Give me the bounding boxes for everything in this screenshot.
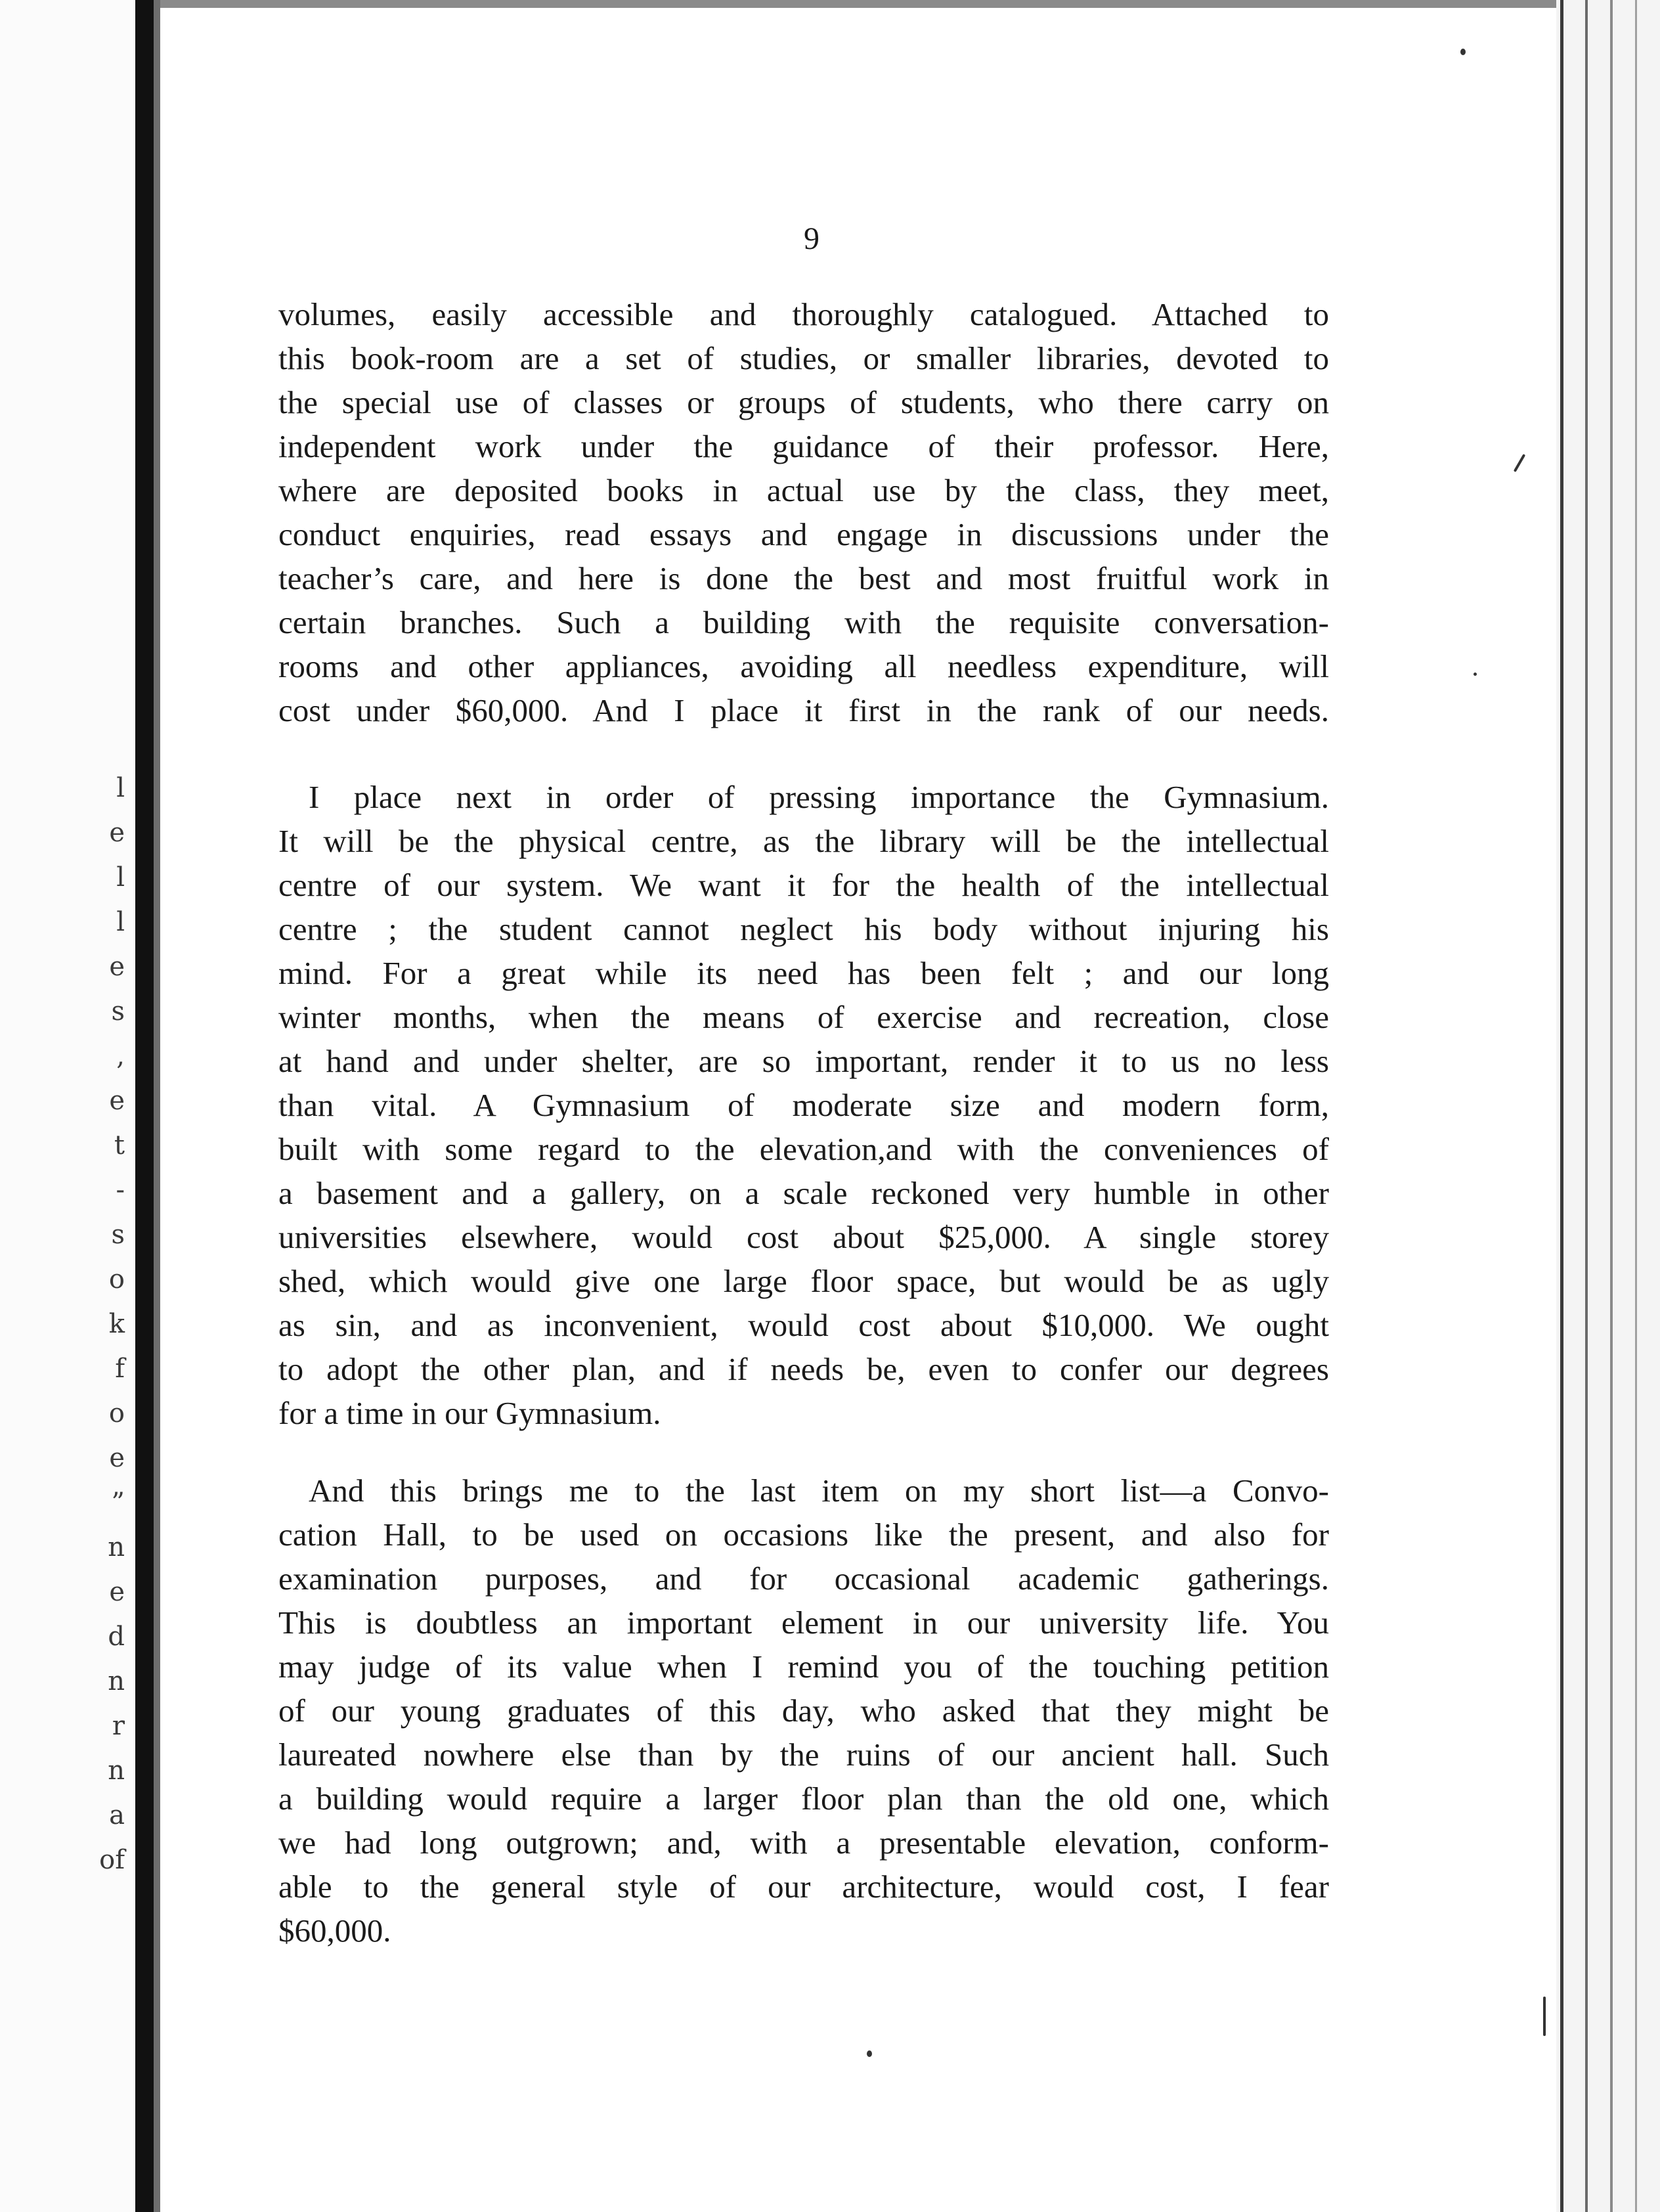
- bleed-char: ”: [111, 1488, 125, 1518]
- text-line: I place next in order of pressing importance the Gymnasium.: [309, 779, 1329, 815]
- bleed-char: r: [112, 1711, 125, 1741]
- right-page-edges: [1556, 0, 1660, 2212]
- text-line: teacher’s care, and here is done the best and most fruitful work in: [278, 560, 1329, 596]
- paragraph-gymnasium: [278, 775, 1329, 1435]
- bleed-char: d: [108, 1622, 125, 1652]
- text-line: this book-room are a set of studies, or smaller libraries, devoted to: [278, 340, 1329, 376]
- text-line: winter months, when the means of exercise and recreation, close: [278, 999, 1329, 1035]
- scan-speck: [1474, 673, 1477, 676]
- text-line: laureated nowhere else than by the ruins of our ancient hall. Such: [278, 1736, 1329, 1773]
- bleed-char: -: [116, 1175, 125, 1205]
- bleed-char: o: [108, 1398, 125, 1428]
- text-line: for a time in our Gymnasium.: [278, 1395, 661, 1431]
- text-line: built with some regard to the elevation,and with the conveniences of: [278, 1131, 1329, 1167]
- bleed-char: e: [109, 952, 125, 982]
- text-line: to adopt the other plan, and if needs be, even to confer our degrees: [278, 1351, 1329, 1387]
- bleed-char: k: [108, 1309, 125, 1339]
- bleed-char: o: [108, 1264, 125, 1294]
- bleed-char: n: [108, 1666, 125, 1696]
- bleed-char: e: [109, 1086, 125, 1116]
- paragraph-convocation-hall: [278, 1469, 1329, 1953]
- bleed-char: ,: [116, 1041, 125, 1071]
- scan-speck: [1514, 454, 1525, 472]
- text-line: centre ; the student cannot neglect his body without injuring his: [278, 911, 1329, 947]
- bleed-char: e: [109, 1577, 125, 1607]
- text-line: may judge of its value when I remind you of the touching petition: [278, 1648, 1329, 1685]
- bleed-char: a: [109, 1800, 125, 1830]
- page-edge-line: [1560, 0, 1563, 2212]
- gutter-shadow: [154, 0, 160, 2212]
- text-line: at hand and under shelter, are so important, render it to us no less: [278, 1043, 1329, 1079]
- bleed-char: e: [109, 1443, 125, 1473]
- text-line: a building would require a larger floor plan than the old one, which: [278, 1781, 1329, 1817]
- text-line: mind. For a great while its need has been felt ; and our long: [278, 955, 1329, 991]
- bleed-char: l: [116, 862, 125, 893]
- text-line: This is doubtless an important element in our university life. You: [278, 1604, 1329, 1641]
- text-line: volumes, easily accessible and thoroughly catalogued. Attached to: [278, 296, 1329, 332]
- text-line: where are deposited books in actual use by the class, they meet,: [278, 472, 1329, 508]
- bleed-char: t: [114, 1130, 125, 1161]
- page-edge-line: [1585, 0, 1588, 2212]
- page-edge-line: [1635, 0, 1637, 2212]
- bleed-char: f: [115, 1354, 125, 1384]
- text-line: of our young graduates of this day, who asked that they might be: [278, 1692, 1329, 1729]
- bleed-char: l: [116, 907, 125, 937]
- text-line: independent work under the guidance of their professor. Here,: [278, 428, 1329, 464]
- text-line: certain branches. Such a building with the requisite conversation-: [278, 604, 1329, 640]
- text-line: able to the general style of our architecture, would cost, I fear: [278, 1869, 1329, 1905]
- text-line: And this brings me to the last item on my short list—a Convo-: [309, 1472, 1329, 1509]
- text-line: conduct enquiries, read essays and engage in discussions under the: [278, 516, 1329, 552]
- bleed-char: l: [116, 773, 125, 803]
- text-line: as sin, and as inconvenient, would cost about $10,000. We ought: [278, 1307, 1329, 1343]
- text-line: centre of our system. We want it for the health of the intellectual: [278, 867, 1329, 903]
- page-edge-line: [1610, 0, 1613, 2212]
- scan-speck: [867, 2050, 872, 2057]
- text-line: a basement and a gallery, on a scale reckoned very humble in other: [278, 1175, 1329, 1211]
- bleed-char: e: [109, 818, 125, 848]
- bleed-char: s: [111, 1220, 125, 1250]
- scan-speck: [1460, 49, 1466, 55]
- bleed-char: n: [108, 1532, 125, 1562]
- text-line: shed, which would give one large floor space, but would be as ugly: [278, 1263, 1329, 1299]
- text-line: we had long outgrown; and, with a presentable elevation, conform-: [278, 1825, 1329, 1861]
- page-number: 9: [804, 221, 819, 256]
- bleed-char: s: [111, 996, 125, 1027]
- text-line: universities elsewhere, would cost about $25,000. A single storey: [278, 1219, 1329, 1255]
- text-line: rooms and other appliances, avoiding all needless expenditure, will: [278, 648, 1329, 684]
- bleed-char: n: [108, 1756, 125, 1786]
- scan-speck: [1543, 1997, 1546, 2036]
- text-line: examination purposes, and for occasional academic gatherings.: [278, 1560, 1329, 1597]
- text-line: cation Hall, to be used on occasions like the present, and also for: [278, 1516, 1329, 1553]
- text-line: the special use of classes or groups of students, who there carry on: [278, 384, 1329, 420]
- text-line: than vital. A Gymnasium of moderate size and modern form,: [278, 1087, 1329, 1123]
- text-line: cost under $60,000. And I place it first in the rank of our needs.: [278, 692, 1329, 728]
- binding-gutter: [135, 0, 154, 2212]
- text-line: It will be the physical centre, as the library will be the intellectual: [278, 823, 1329, 859]
- paragraph-library: [278, 292, 1329, 732]
- top-page-edge: [160, 0, 1565, 8]
- bleed-char: of: [99, 1845, 125, 1875]
- text-line: $60,000.: [278, 1913, 391, 1949]
